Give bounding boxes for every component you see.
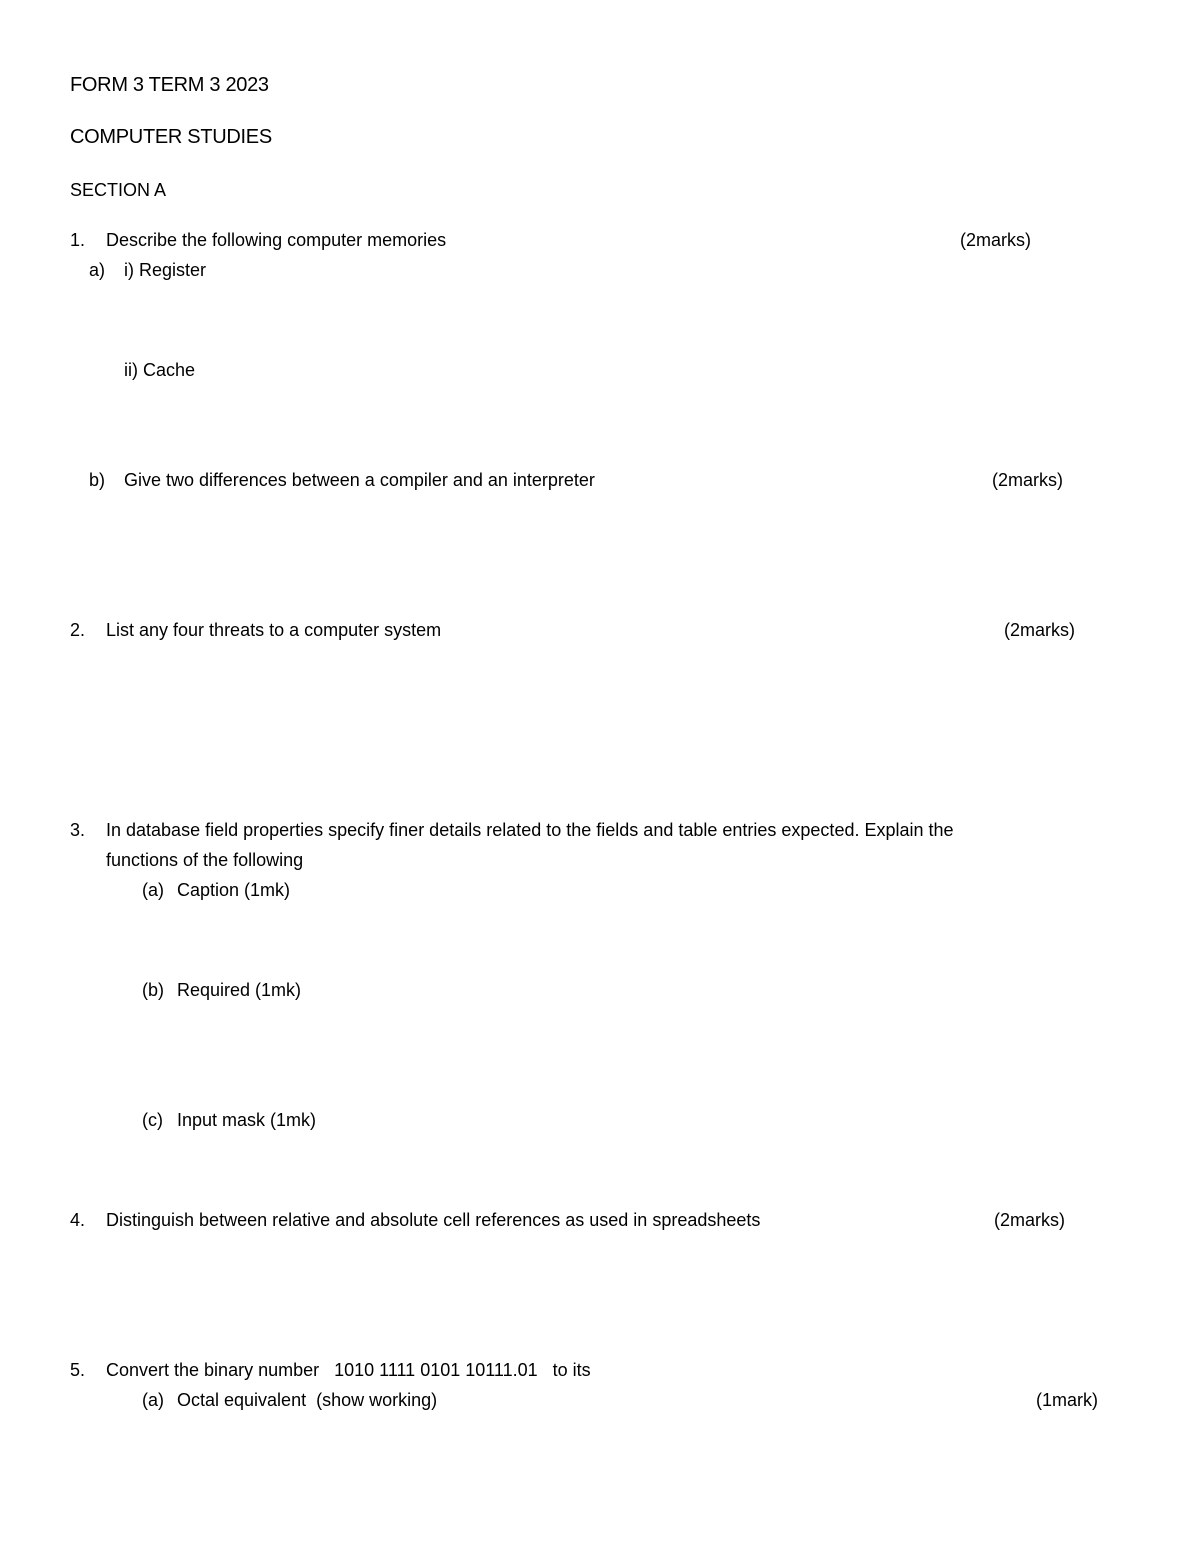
question-3c-text: Input mask (1mk) [177,1110,317,1130]
question-5a-text: Octal equivalent (show working) [177,1390,438,1410]
question-3a-text: Caption (1mk) [177,880,291,900]
question-1b-marks: (2marks) [992,470,1063,490]
question-3b-text: Required (1mk) [177,980,302,1000]
question-4-marks: (2marks) [994,1210,1065,1230]
question-3b-label: (b) [142,980,164,1000]
question-3-number: 3. [70,820,86,840]
question-1b-text: Give two differences between a compiler and an interpreter [124,470,595,490]
question-2-number: 2. [70,620,86,640]
question-5-number: 5. [70,1360,86,1380]
question-1-text: Describe the following computer memories [106,230,447,250]
question-3c-label: (c) [142,1110,163,1130]
question-2-text: List any four threats to a computer system [106,620,442,640]
question-1a-label: a) [89,260,106,280]
question-3-text-line1: In database field properties specify finer details related to the fields and table entries expected. Explain the [106,820,954,840]
question-5-text: Convert the binary number 1010 1111 0101 10111.01 to its [106,1360,591,1380]
question-4-text: Distinguish between relative and absolute cell references as used in spreadsheets [106,1210,761,1230]
question-1-marks: (2marks) [960,230,1031,250]
question-3a-label: (a) [142,880,164,900]
subject-title: COMPUTER STUDIES [70,126,272,148]
question-4-number: 4. [70,1210,86,1230]
question-1b-label: b) [89,470,106,490]
question-5a-label: (a) [142,1390,164,1410]
question-1a-cache: ii) Cache [124,360,196,380]
section-heading: SECTION A [70,180,167,200]
question-5a-marks: (1mark) [1036,1390,1098,1410]
exam-title: FORM 3 TERM 3 2023 [70,74,269,96]
question-3-text-line2: functions of the following [106,850,304,870]
question-2-marks: (2marks) [1004,620,1075,640]
question-1a-register: i) Register [124,260,207,280]
question-1-number: 1. [70,230,86,250]
